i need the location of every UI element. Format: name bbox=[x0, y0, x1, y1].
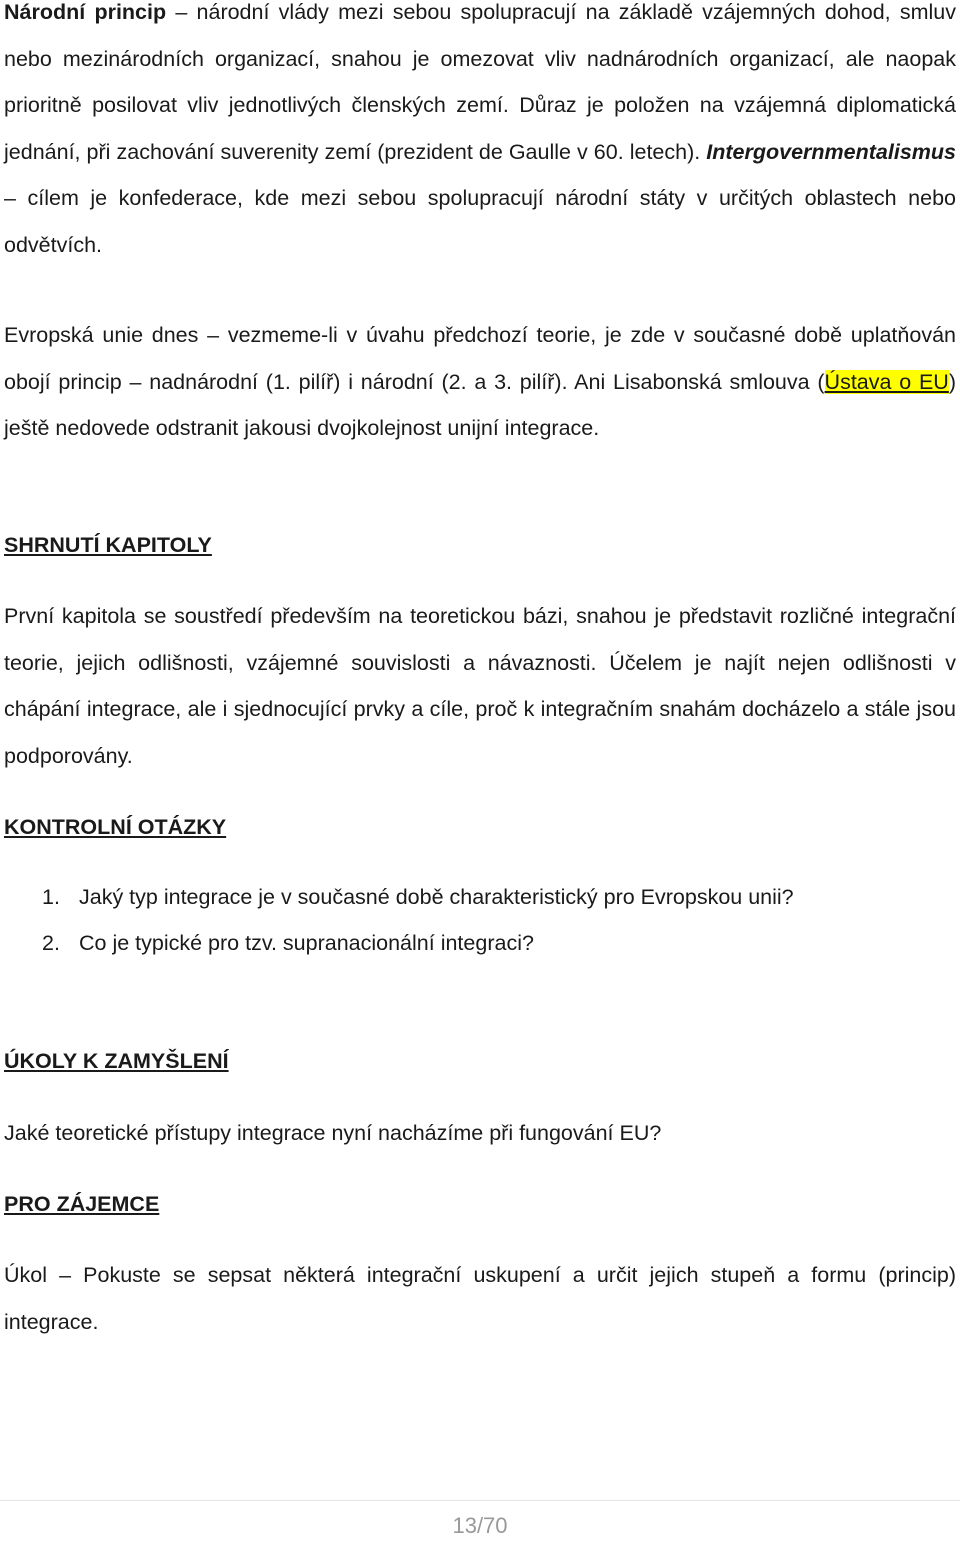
page-number: 13/70 bbox=[452, 1513, 508, 1538]
heading-for-interested: PRO ZÁJEMCE bbox=[4, 1192, 160, 1216]
footer-divider bbox=[0, 1500, 960, 1501]
text-eu-part1: Evropská unie dnes – vezmeme-li v úvahu předchozí teorie, je zde v současné době uplatňován obojí princip – nadnárodní (1. pilíř) i národní (2. a 3. pilíř). Ani Lisabonská smlouva ( bbox=[4, 323, 956, 394]
list-item-question-2 bbox=[42, 928, 534, 958]
paragraph-reflection-tasks: Jaké teoretické přístupy integrace nyní nacházíme při fungování EU? bbox=[4, 1121, 662, 1145]
heading-reflection-tasks: ÚKOLY K ZAMYŠLENÍ bbox=[4, 1049, 229, 1073]
text-national-principle: – národní vlády mezi sebou spolupracují na základě vzájemných dohod, smluv nebo mezinárodních organizací, snahou je omezovat vliv nadnárodních organizací, ale naopak prioritně posilovat vliv jednotlivých členských zemí. Důraz je položen na vzájemná diplomatická jednání, při zachování suverenity zemí (prezident de Gaulle v 60. letech). bbox=[4, 0, 956, 164]
list-item-text: Jaký typ integrace je v současné době charakteristický pro Evropskou unii? bbox=[79, 885, 794, 909]
list-number: 1. bbox=[42, 885, 60, 909]
list-item-question-1 bbox=[42, 882, 794, 912]
text-eu-part2: ) ještě nedovede odstranit jakousi dvojkolejnost unijní integrace. bbox=[4, 369, 957, 440]
term-national-principle: Národní princip bbox=[4, 0, 167, 24]
list-number: 2. bbox=[42, 931, 60, 955]
paragraph-european-union bbox=[4, 312, 956, 452]
text-intergovernmentalism: – cílem je konfederace, kde mezi sebou spolupracují národní státy v určitých oblastech nebo odvětvích. bbox=[4, 186, 956, 257]
term-intergovernmentalism: Intergovernmentalismus bbox=[706, 139, 956, 164]
paragraph-chapter-summary: První kapitola se soustředí především na teoretickou bázi, snahou je představit rozličné integrační teorie, jejich odlišnosti, vzájemné souvislosti a návaznosti. Účelem je najít nejen odlišnosti v chápání integrace, ale i sjednocující prvky a cíle, proč k integračním snahám docházelo a stále jsou podporovány. bbox=[4, 604, 956, 768]
heading-chapter-summary: SHRNUTÍ KAPITOLY bbox=[4, 533, 212, 557]
paragraph-national-principle bbox=[4, 0, 956, 268]
paragraph-for-interested: Úkol – Pokuste se sepsat některá integrační uskupení a určit jejich stupeň a formu (princip) integrace. bbox=[4, 1263, 956, 1334]
list-item-text: Co je typické pro tzv. supranacionální integraci? bbox=[79, 931, 534, 955]
heading-control-questions: KONTROLNÍ OTÁZKY bbox=[4, 815, 227, 839]
highlight-constitution-eu: Ústava o EU bbox=[824, 369, 949, 394]
